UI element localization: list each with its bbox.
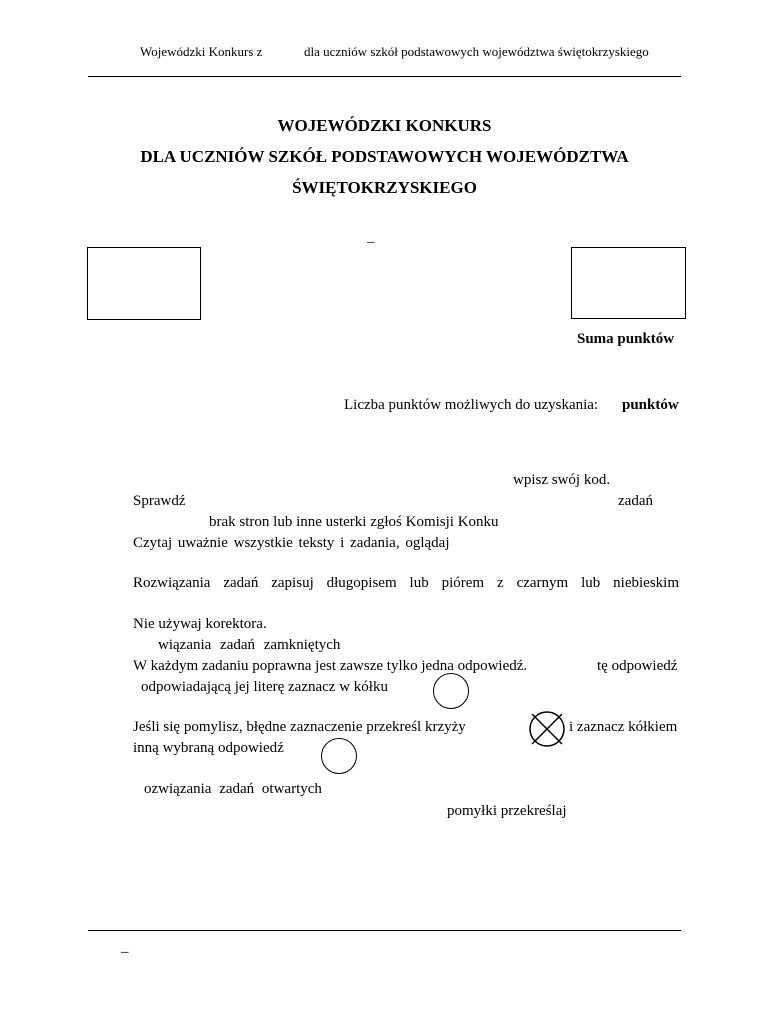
pen-instruction: Rozwiązania zadań zapisuj długopisem lub piórem z czarnym lub niebieskim <box>133 575 679 591</box>
title-line-2: DLA UCZNIÓW SZKÓŁ PODSTAWOWYCH WOJEWÓDZTWA <box>140 147 629 166</box>
this-answer-text: tę odpowiedź <box>597 658 678 674</box>
title-line-3: ŚWIĘTOKRZYSKIEGO <box>292 178 477 197</box>
crossed-circle-icon <box>528 710 566 748</box>
score-box[interactable] <box>571 247 686 319</box>
check-text: Sprawdź <box>133 493 186 509</box>
open-tasks-heading: ozwiązania zadań otwartych <box>144 781 322 797</box>
points-unit: punktów <box>622 397 679 413</box>
check-tasks-text: zadań <box>618 493 653 509</box>
points-label: Liczba punktów możliwych do uzyskania: <box>344 397 599 413</box>
mark-circle-text: odpowiadającą jej literę zaznacz w kółku <box>141 679 388 695</box>
mistake-mark-text: i zaznacz kółkiem <box>569 719 678 735</box>
header-left-text: Wojewódzki Konkurs z <box>140 44 263 59</box>
mistake-text: Jeśli się pomylisz, błędne zaznaczenie przekreśl krzyży <box>133 719 466 735</box>
circle-example-icon <box>433 673 469 709</box>
missing-pages-text: brak stron lub inne usterki zgłoś Komisji Konku <box>209 514 499 530</box>
one-answer-text: W każdym zadaniu poprawna jest zawsze tylko jedna odpowiedź. <box>133 658 528 674</box>
cross-out-text: pomyłki przekreślaj <box>447 803 567 819</box>
header-rule <box>88 76 681 77</box>
footer-rule <box>88 930 681 931</box>
closed-tasks-heading: wiązania zadań zamkniętych <box>158 637 341 653</box>
score-sum-label: Suma punktów <box>577 331 675 347</box>
circle-other-answer-icon <box>321 738 357 774</box>
code-hint: wpisz swój kod. <box>513 472 611 488</box>
code-box[interactable] <box>87 247 201 320</box>
other-answer-text: inną wybraną odpowiedź <box>133 740 284 756</box>
no-corrector-text: Nie używaj korektora. <box>133 616 267 632</box>
read-carefully-text: Czytaj uważnie wszystkie teksty i zadania, oglądaj <box>133 535 450 551</box>
footer-dash: – <box>121 944 129 960</box>
center-dash: – <box>367 234 375 250</box>
header-right-text: dla uczniów szkół podstawowych województwa świętokrzyskiego <box>304 44 649 59</box>
title-line-1: WOJEWÓDZKI KONKURS <box>277 116 492 135</box>
